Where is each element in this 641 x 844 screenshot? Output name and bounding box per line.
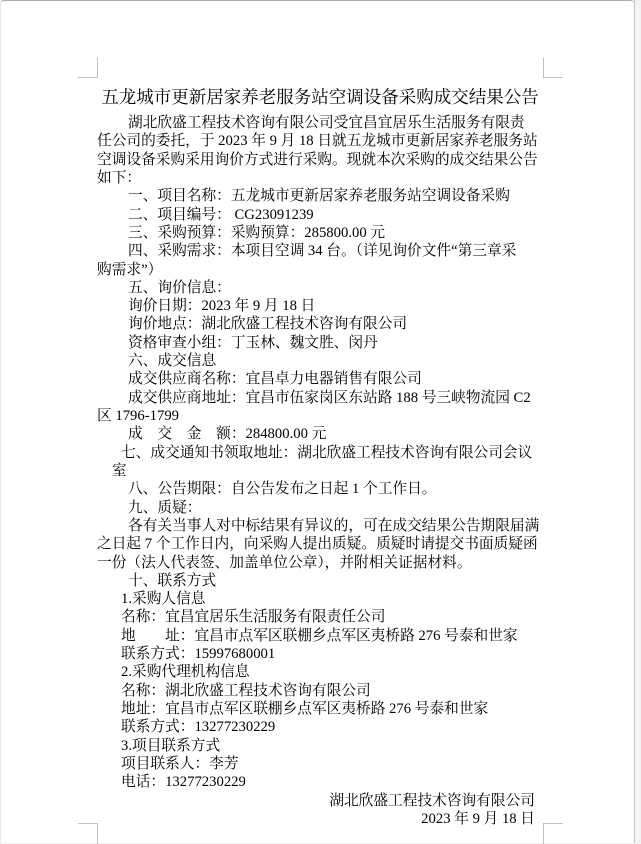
text-line: 联系方式：13277230229 xyxy=(121,719,276,736)
document-title: 五龙城市更新居家养老服务站空调设备采购成交结果公告 xyxy=(101,87,539,107)
text-line: 三、采购预算：采购预算：285800.00 元 xyxy=(128,224,386,241)
page-right-edge xyxy=(634,0,641,843)
text-line: 成 交 金 额：284800.00 元 xyxy=(128,426,327,443)
text-line: 空调设备采购采用询价方式进行采购。现就本次采购的成交结果公告 xyxy=(97,151,538,168)
text-line: 成交供应商名称：宜昌卓力电器销售有限公司 xyxy=(128,371,422,388)
text-line: 资格审查小组：丁玉林、魏文胜、闵丹 xyxy=(128,334,378,351)
text-line: 电话：13277230229 xyxy=(121,774,246,791)
text-line: 六、成交信息 xyxy=(128,353,217,370)
text-line: 如下： xyxy=(97,169,142,186)
text-line: 成交供应商地址：宜昌市伍家岗区东站路 188 号三峡物流园 C2 xyxy=(128,389,531,406)
document-content xyxy=(97,87,543,828)
text-line: 之日起 7 个工作日内，向采购人提出质疑。质疑时请提交书面质疑函 xyxy=(97,536,538,553)
margin-mark-bottom-left xyxy=(78,823,98,844)
text-line: 任公司的委托，于 2023 年 9 月 18 日就五龙城市更新居家养老服务站 xyxy=(97,133,538,150)
text-line: 联系方式：15997680001 xyxy=(121,646,276,663)
text-line: 一、项目名称：五龙城市更新居家养老服务站空调设备采购 xyxy=(128,188,510,205)
text-line: 询价日期：2023 年 9 月 18 日 xyxy=(128,298,316,315)
margin-mark-bottom-right xyxy=(543,823,563,844)
text-line: 湖北欣盛工程技术咨询有限公司受宜昌宜居乐生活服务有限责 xyxy=(128,115,525,131)
text-line: 各有关当事人对中标结果有异议的，可在成交结果公告期限届满 xyxy=(128,517,540,534)
margin-mark-top-right xyxy=(543,58,563,78)
text-line: 湖北欣盛工程技术咨询有限公司 xyxy=(329,792,535,809)
text-line: 地址：宜昌市点军区联棚乡点军区夷桥路 276 号泰和世家 xyxy=(121,701,489,717)
text-line: 一份（法人代表签、加盖单位公章），并附相关证据材料。 xyxy=(97,554,472,571)
text-line: 九、质疑： xyxy=(128,499,202,516)
text-line: 1.采购人信息 xyxy=(121,591,206,608)
document-body xyxy=(97,114,543,828)
text-line: 四、采购需求：本项目空调 34 台。（详见询价文件“第三章采 xyxy=(128,243,517,260)
text-line: 询价地点：湖北欣盛工程技术咨询有限公司 xyxy=(128,316,408,333)
text-line: 五、询价信息： xyxy=(128,279,231,296)
text-line: 室 xyxy=(112,462,127,479)
text-line: 区 1796-1799 xyxy=(97,408,180,424)
text-line: 2.采购代理机构信息 xyxy=(121,664,250,681)
text-line: 地 址：宜昌市点军区联棚乡点军区夷桥路 276 号泰和世家 xyxy=(121,627,518,644)
text-line: 项目联系人：李芳 xyxy=(121,755,239,772)
text-line: 八、公告期限：自公告发布之日起 1 个工作日。 xyxy=(128,481,437,498)
margin-mark-top-left xyxy=(78,58,98,78)
text-line: 购需求”） xyxy=(97,261,163,278)
text-line: 七、成交通知书领取地址：湖北欣盛工程技术咨询有限公司会议 xyxy=(121,444,533,461)
text-line: 十、联系方式 xyxy=(128,572,217,589)
text-line: 2023 年 9 月 18 日 xyxy=(421,810,535,827)
text-line: 3.项目联系方式 xyxy=(121,737,221,754)
text-line: 二、项目编号： CG23091239 xyxy=(128,206,314,223)
text-line: 名称：宜昌宜居乐生活服务有限责任公司 xyxy=(121,609,386,626)
text-line: 名称：湖北欣盛工程技术咨询有限公司 xyxy=(121,682,371,699)
